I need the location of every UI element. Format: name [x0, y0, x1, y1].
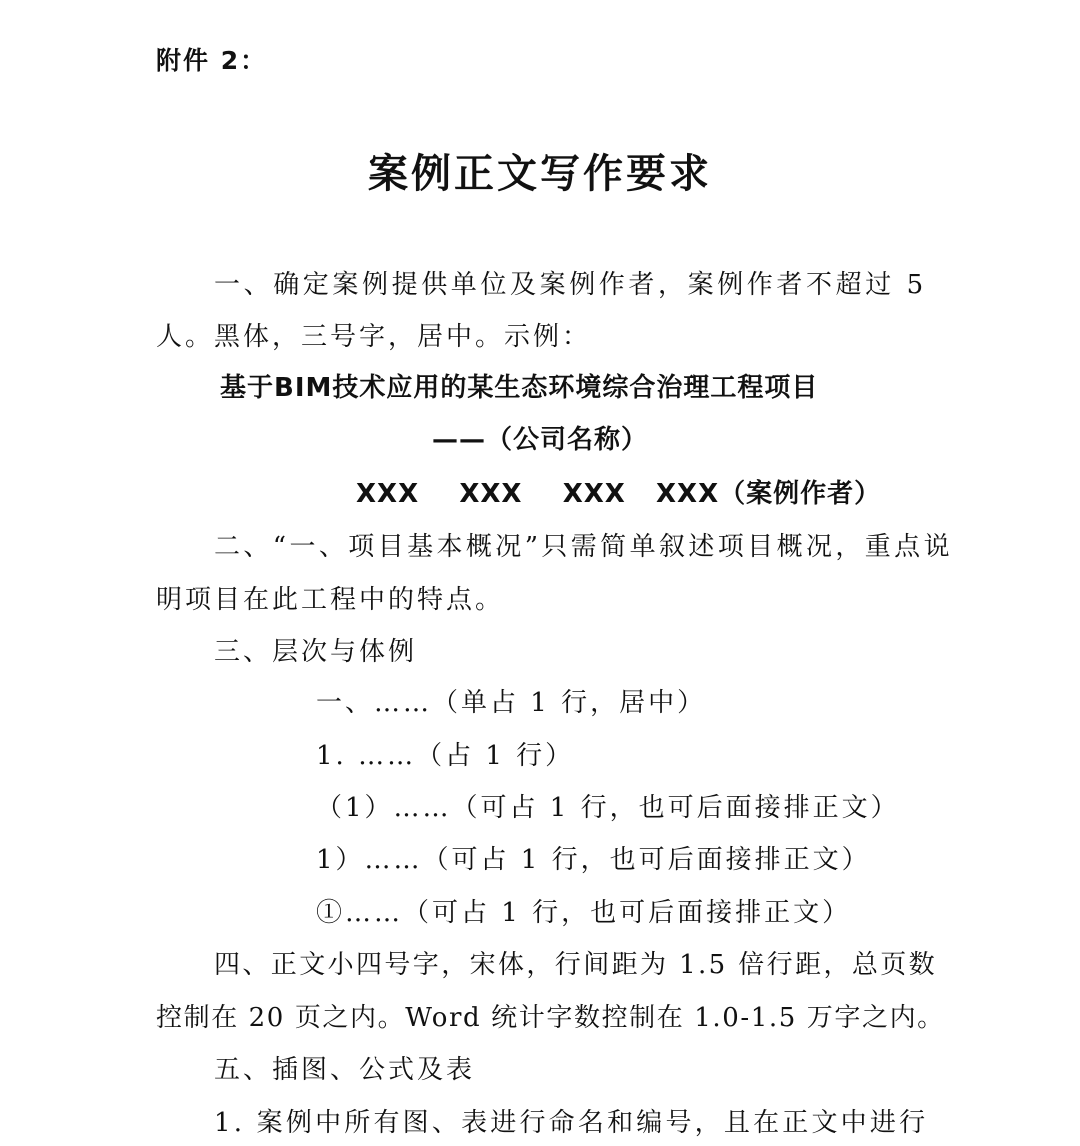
example-company-name: ——（公司名称）	[431, 425, 648, 455]
paragraph-4-line-1: 四、正文小四号字，宋体，行间距为 1.5 倍行距，总页数	[214, 950, 938, 980]
paragraph-1-line-2: 人。黑体，三号字，居中。示例：	[156, 322, 592, 352]
section-3-heading: 三、层次与体例	[214, 637, 418, 667]
paragraph-4-line-2: 控制在 20 页之内。Word 统计字数控制在 1.0-1.5 万字之内。	[156, 1003, 945, 1033]
page-title: 案例正文写作要求	[368, 150, 712, 197]
level-1-example: 一、……（单占 1 行，居中）	[316, 688, 707, 718]
paragraph-1-line-1: 一、确定案例提供单位及案例作者，案例作者不超过 5	[214, 270, 927, 300]
paragraph-2-line-1: 二、“一、项目基本概况”只需简单叙述项目概况，重点说	[214, 532, 953, 562]
level-5-example: ①……（可占 1 行，也可后面接排正文）	[316, 898, 852, 928]
example-authors: XXX XXX XXX XXX（案例作者）	[356, 479, 882, 509]
level-2-example: 1. ……（占 1 行）	[316, 741, 575, 771]
level-4-example: 1）……（可占 1 行，也可后面接排正文）	[316, 845, 871, 875]
attachment-label: 附件 2：	[156, 46, 268, 75]
section-5-item-1: 1. 案例中所有图、表进行命名和编号，且在正文中进行	[214, 1108, 929, 1138]
section-5-heading: 五、插图、公式及表	[214, 1055, 476, 1085]
example-project-title: 基于BIM技术应用的某生态环境综合治理工程项目	[220, 373, 819, 403]
paragraph-2-line-2: 明项目在此工程中的特点。	[156, 585, 505, 615]
level-3-example: （1）……（可占 1 行，也可后面接排正文）	[316, 793, 900, 823]
